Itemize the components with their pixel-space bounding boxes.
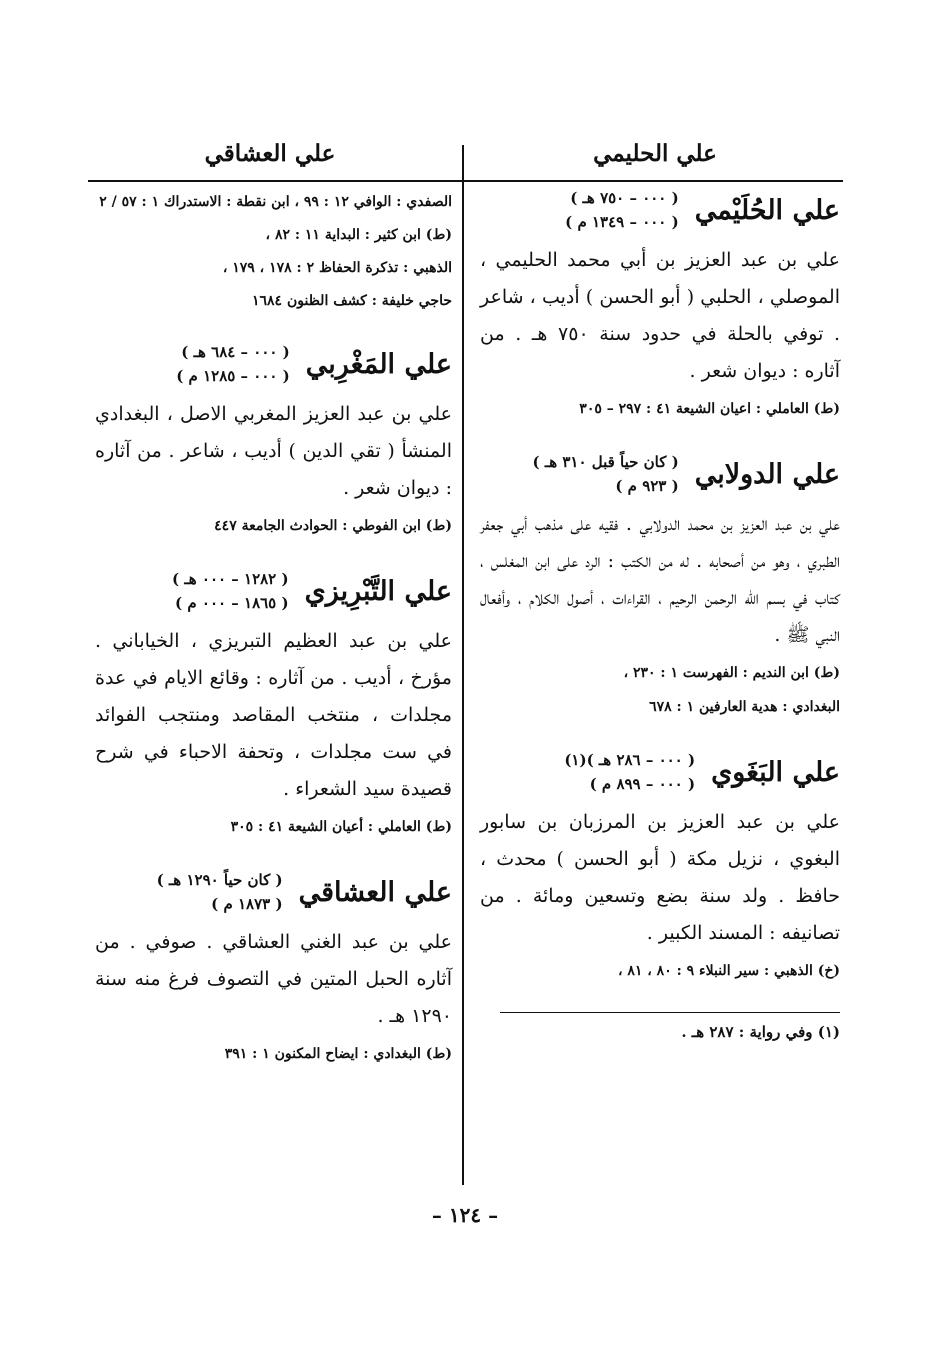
column-divider	[462, 145, 464, 1185]
gregorian-date: ( ٩٢٣ م )	[615, 477, 679, 495]
entry-al-dulabi	[480, 450, 840, 722]
hijri-date: ( كان حياً ١٢٩٠ هـ )	[156, 871, 283, 889]
entry-dates	[172, 567, 289, 615]
entry-dates	[564, 748, 695, 796]
entry-name: علي الحُلَيْمي	[694, 194, 840, 226]
entry-heading	[95, 340, 452, 388]
entry-name: علي البَغَوي	[711, 756, 840, 788]
entry-dates	[157, 868, 283, 916]
entry-dates	[176, 340, 290, 388]
reference-line: حاجي خليفة : كشف الظنون ١٦٨٤	[252, 293, 452, 309]
entry-reference: (ط) ابن النديم : الفهرست ١ : ٢٣٠ ،	[623, 665, 840, 681]
right-column	[480, 186, 840, 1045]
entry-dates	[533, 450, 679, 498]
hijri-date: ( ٠٠٠ – ٧٥٠ هـ )	[570, 189, 679, 207]
gregorian-date: ( ٠٠٠ – ١٢٨٥ م )	[176, 367, 290, 385]
entry-heading	[480, 450, 840, 498]
entry-body: علي بن عبد العظيم التبريزي ، الخياباني . مؤرخ ، أديب . من آثاره : وقائع الايام في عدة مجلدات ، منتخب المقاصد ومنتجب الفوائد في ست مجلدات ، وتحفة الاحباء في شرح قصيدة سيد الشعراء .	[95, 630, 452, 800]
entry-al-tabrizi	[95, 567, 452, 842]
reference-line: الصفدي : الوافي ١٢ : ٩٩ ، ابن نقطة : الاستدراك ١ : ٥٧ / ٢	[99, 194, 452, 210]
running-header-left: علي العشاقي	[204, 140, 336, 167]
entry-heading	[480, 186, 840, 234]
hijri-date: ( كان حياً قبل ٣١٠ هـ )	[532, 453, 679, 471]
entry-al-baghawi	[480, 748, 840, 986]
entry-reference: البغدادي : هدية العارفين ١ : ٦٧٨	[649, 699, 840, 715]
left-column	[95, 186, 452, 1095]
entry-dates	[565, 186, 679, 234]
entry-al-ushshaqi	[95, 868, 452, 1069]
hijri-date: ( ٠٠٠ – ٦٨٤ هـ )	[181, 343, 290, 361]
page-number: – ١٢٤ –	[431, 1203, 499, 1227]
entry-name: علي الدولابي	[694, 458, 840, 490]
entry-reference: (خ) الذهبي : سير النبلاء ٩ : ٨٠ ، ٨١ ،	[617, 963, 840, 979]
hijri-date: ( ١٢٨٢ – ٠٠٠ هـ )	[172, 570, 289, 588]
entry-body: علي بن عبد العزيز بن المرزبان بن سابور البغوي ، نزيل مكة ( أبو الحسن ) محدث ، حافظ . ولد سنة بضع وتسعين ومائة . من تصانيفه : المسند الكبير .	[480, 811, 840, 944]
footnote: (١) وفي رواية : ٢٨٧ هـ .	[681, 1023, 840, 1041]
entry-reference: (ط) ابن الفوطي : الحوادث الجامعة ٤٤٧	[214, 518, 452, 534]
entry-heading	[480, 748, 840, 796]
gregorian-date: ( ١٨٦٥ – ٠٠٠ م )	[175, 594, 289, 612]
continued-references	[95, 186, 452, 318]
gregorian-date: ( ٠٠٠ – ١٣٤٩ م )	[565, 213, 679, 231]
entry-name: علي التَّبْرِيزي	[304, 575, 452, 607]
header-rule	[88, 180, 843, 182]
entry-name: علي العشاقي	[298, 876, 452, 908]
entry-reference: (ط) العاملي : أعيان الشيعة ٤١ : ٣٠٥	[230, 819, 452, 835]
entry-body: علي بن عبد العزيز المغربي الاصل ، البغدادي المنشأ ( تقي الدين ) أديب ، شاعر . من آثاره : ديوان شعر .	[95, 403, 452, 499]
gregorian-date: ( ١٨٧٣ م )	[211, 895, 283, 913]
entry-reference: (ط) البغدادي : ايضاح المكنون ١ : ٣٩١	[224, 1046, 452, 1062]
entry-body: علي بن عبد العزيز بن محمد الدولابي . فقيه على مذهب أبي جعفر الطبري ، وهو من أصحابه . له من الكتب : الرد على ابن المغلس ، كتاب في بسم الله الرحمن الرحيم ، القراءات ، أصول الكلام ، وأفعال النبي ﷺ .	[480, 513, 840, 646]
entry-name: علي المَغْرِبي	[305, 348, 452, 380]
entry-heading	[95, 567, 452, 615]
footnote-rule	[500, 1012, 840, 1013]
entry-body: علي بن عبد الغني العشاقي . صوفي . من آثاره الحبل المتين في التصوف فرغ منه سنة ١٢٩٠ هـ .	[95, 931, 452, 1027]
hijri-date: ( ٠٠٠ – ٢٨٦ هـ )(١)	[564, 751, 696, 769]
entry-al-maghribi	[95, 340, 452, 541]
reference-line: الذهبي : تذكرة الحفاظ ٢ : ١٧٨ ، ١٧٩ ،	[222, 260, 452, 276]
entry-reference: (ط) العاملي : اعيان الشيعة ٤١ : ٢٩٧ – ٣٠٥	[579, 401, 840, 417]
entry-heading	[95, 868, 452, 916]
entry-body: علي بن عبد العزيز بن أبي محمد الحليمي ، الموصلي ، الحلبي ( أبو الحسن ) أديب ، شاعر . توفي بالحلة في حدود سنة ٧٥٠ هـ . من آثاره : ديوان شعر .	[480, 249, 840, 382]
gregorian-date: ( ٠٠٠ – ٨٩٩ م )	[589, 775, 696, 793]
reference-line: (ط) ابن كثير : البداية ١١ : ٨٢ ،	[265, 227, 452, 243]
entry-al-hulaymi	[480, 186, 840, 424]
running-header-right: علي الحليمي	[593, 140, 717, 167]
